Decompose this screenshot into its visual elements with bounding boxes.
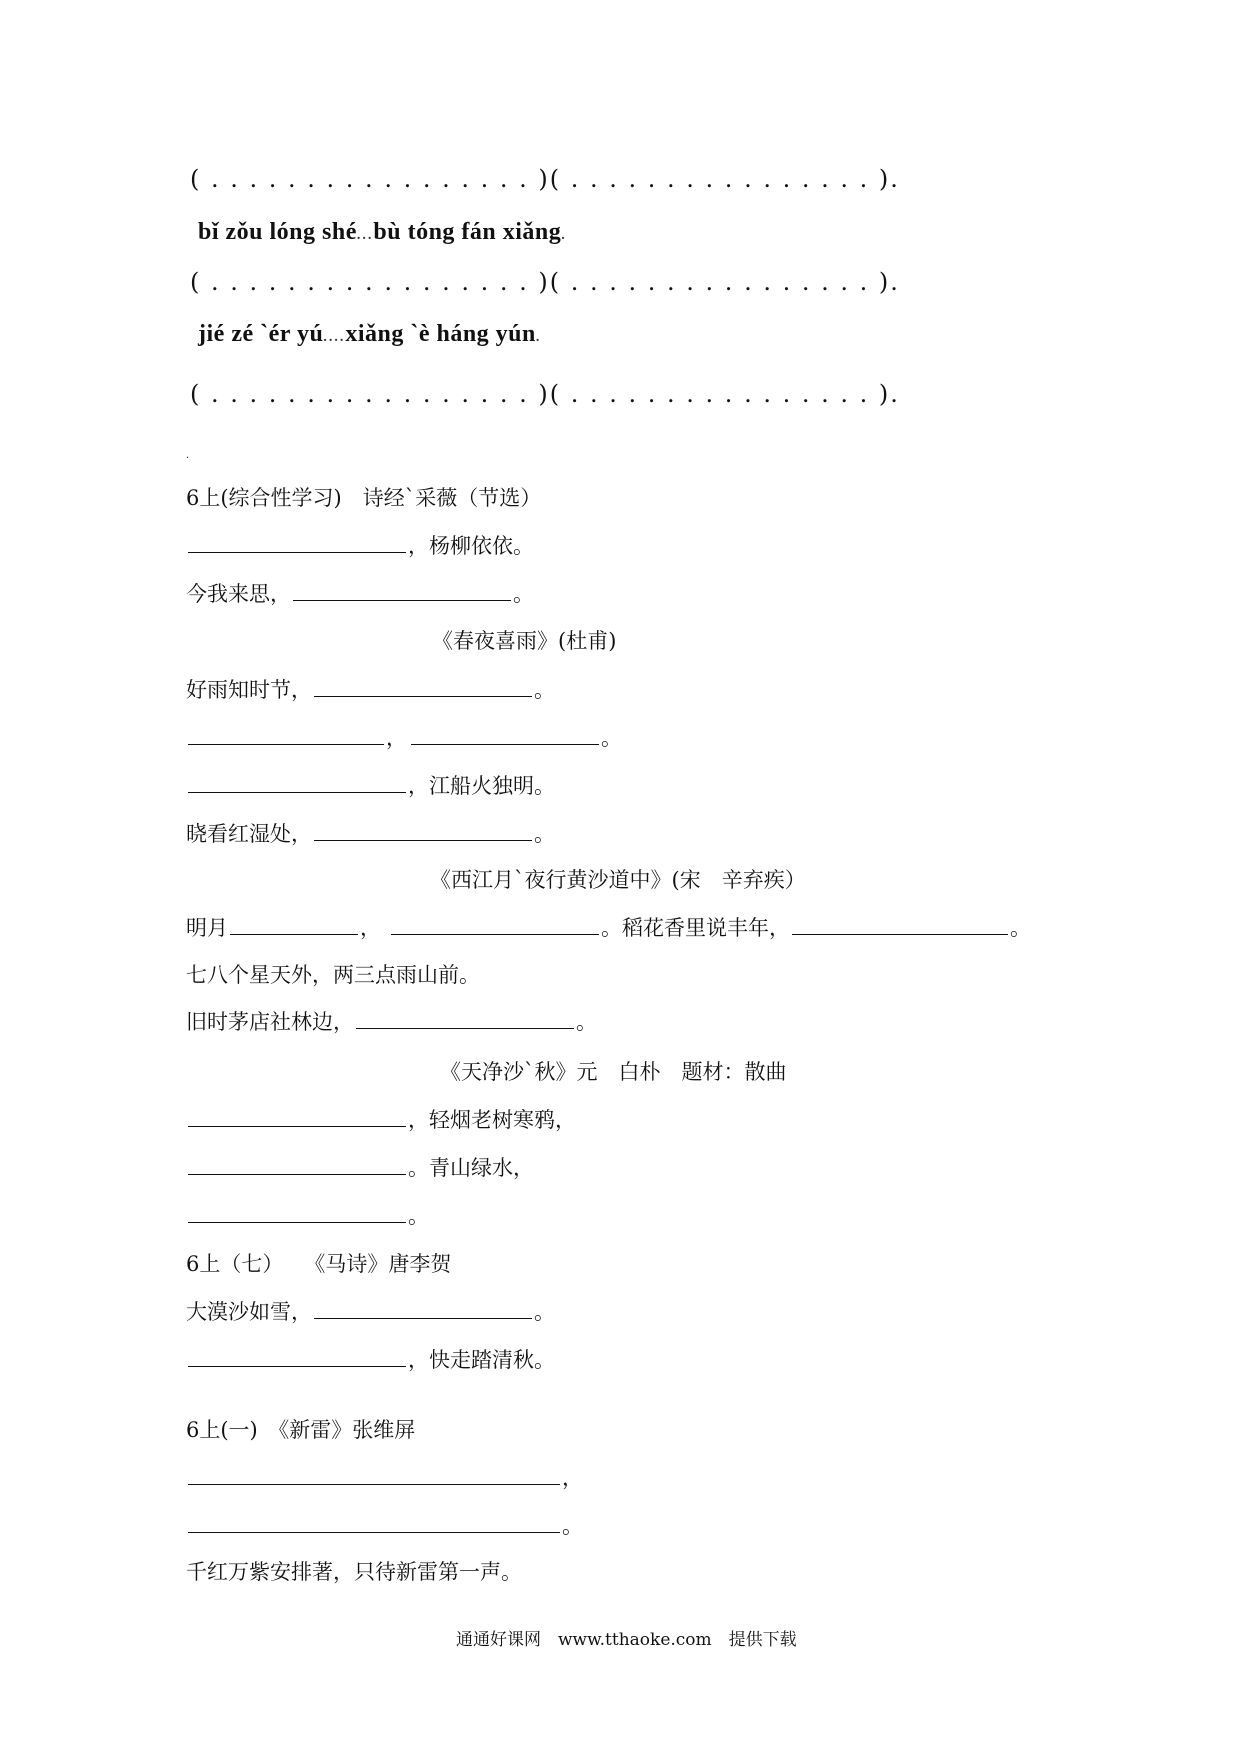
pinyin-end: . [535,330,542,345]
chunye-line-2 [186,724,622,752]
caiwei-line-2 [186,580,534,608]
fill-blank[interactable] [188,1173,406,1175]
pinyin-end: . [561,228,567,243]
caiwei-line-1 [186,532,534,560]
poem-title-xijiang: 《西江月`夜行黄沙道中》(宋 辛弃疾） [430,868,806,892]
fill-blank[interactable] [188,551,406,553]
paren-blank-left: ( . . . . . . . . . . . . . . . . . ) [190,380,550,408]
fill-blank[interactable] [188,1221,406,1223]
line-text: 。青山绿水， [408,1156,534,1180]
pinyin-separator: .... [323,330,346,345]
line-text: ，杨柳依依。 [408,534,534,558]
fill-blank[interactable] [188,1531,560,1533]
xijiang-line-3 [186,1008,597,1036]
fill-blank[interactable] [792,933,1008,935]
page-footer: 通通好课网 www.tthaoke.com 提供下载 [456,1630,797,1650]
paren-row-3 [190,380,900,408]
line-text: 旧时茅店社林边， [186,1010,354,1034]
line-text: 好雨知时节， [186,678,312,702]
chunye-line-1 [186,676,555,704]
fill-blank[interactable] [188,1125,406,1127]
fill-blank[interactable] [314,1317,532,1319]
fill-blank[interactable] [314,695,532,697]
paren-row-2 [190,268,900,296]
fill-blank[interactable] [356,1027,574,1029]
mashi-line-2 [186,1346,555,1374]
line-text: ， [360,916,381,940]
line-text: 。 [408,1204,429,1228]
fill-blank[interactable] [188,743,384,745]
line-text: 今我来思， [186,582,291,606]
paren-row-1 [190,165,900,193]
pinyin-separator: ... [356,228,374,243]
paren-blank-right: ( . . . . . . . . . . . . . . . . ). [549,165,900,193]
pinyin-word: jié zé `ér yú [198,321,324,347]
line-text: 。 [562,1514,583,1538]
fill-blank[interactable] [188,1365,406,1367]
line-text: ，快走踏清秋。 [408,1348,555,1372]
pinyin-row-1 [198,218,567,250]
paren-blank-left: ( . . . . . . . . . . . . . . . . . ) [190,268,550,296]
stray-dot: . [186,450,190,461]
tianjing-line-1 [186,1106,576,1134]
xijiang-line-2: 七八个星天外，两三点雨山前。 [186,963,480,987]
section-heading-xinlei: 6上(一) 《新雷》张维屏 [186,1418,416,1442]
fill-blank[interactable] [230,933,358,935]
tianjing-line-3 [186,1202,429,1230]
chunye-line-3 [186,772,555,800]
pinyin-word: bù tóng fán xiǎng [373,219,562,245]
pinyin-word: xiǎng `è háng yún [345,321,536,347]
pinyin-word: bǐ zǒu lóng shé [198,219,357,245]
line-text: 大漠沙如雪， [186,1300,312,1324]
xinlei-line-3: 千红万紫安排著，只待新雷第一声。 [186,1560,522,1584]
mashi-line-1 [186,1298,555,1326]
paren-blank-right: ( . . . . . . . . . . . . . . . . ). [549,380,900,408]
fill-blank[interactable] [411,743,599,745]
section-heading-caiwei: 6上(综合性学习) 诗经`采薇（节选） [186,486,542,510]
line-text: ，轻烟老树寒鸦， [408,1108,576,1132]
line-text: 晓看红湿处， [186,822,312,846]
pinyin-row-2 [198,320,541,352]
line-text: 。 [513,582,534,606]
xinlei-line-2 [186,1512,583,1540]
line-text: 。 [534,678,555,702]
chunye-line-4 [186,820,555,848]
line-text: 。 [601,726,622,750]
line-text: 。 [534,1300,555,1324]
paren-blank-right: ( . . . . . . . . . . . . . . . . ). [549,268,900,296]
fill-blank[interactable] [314,839,532,841]
fill-blank[interactable] [188,791,406,793]
line-text: 明月 [186,916,228,940]
line-text: ，江船火独明。 [408,774,555,798]
line-text: 。 [534,822,555,846]
poem-title-chunye: 《春夜喜雨》(杜甫) [432,629,617,653]
line-text: 。 [576,1010,597,1034]
xijiang-line-1 [186,914,1031,942]
fill-blank[interactable] [293,599,511,601]
paren-blank-left: ( . . . . . . . . . . . . . . . . . ) [190,165,550,193]
section-heading-mashi: 6上（七） 《马诗》唐李贺 [186,1252,452,1276]
line-text: 。稻花香里说丰年， [601,916,790,940]
tianjing-line-2 [186,1154,534,1182]
xinlei-line-1 [186,1464,583,1492]
line-text: ， [386,726,407,750]
poem-title-tianjing: 《天净沙`秋》元 白朴 题材：散曲 [440,1060,787,1084]
line-text: ， [562,1466,583,1490]
fill-blank[interactable] [391,933,599,935]
fill-blank[interactable] [188,1483,560,1485]
line-text: 。 [1010,916,1031,940]
